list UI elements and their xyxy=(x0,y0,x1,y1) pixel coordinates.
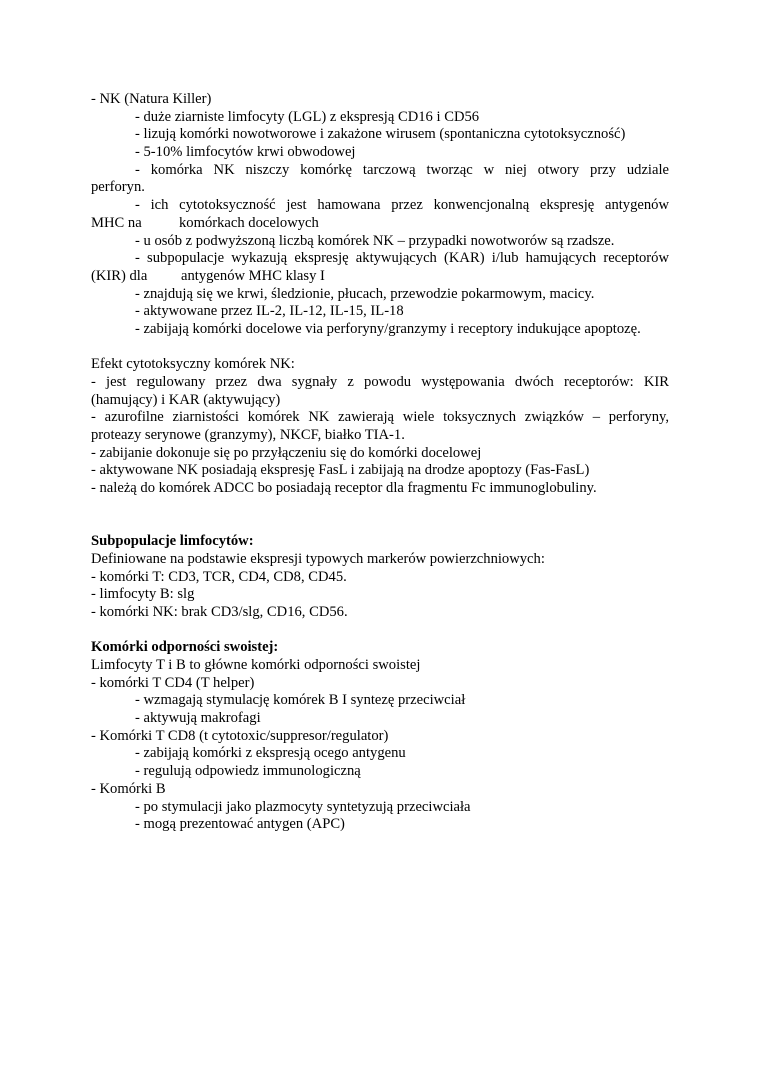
nk-point-4-line-2: perforyn. xyxy=(91,179,145,196)
effect-heading: Efekt cytotoksyczny komórek NK: xyxy=(91,356,295,373)
specific-point-b: - Komórki B xyxy=(91,780,166,797)
nk-point-4-line-1: - komórka NK niszczy komórkę tarczową tworząc w niej otwory przy udziale xyxy=(135,161,669,178)
nk-point-5-line-1: - ich cytotoksyczność jest hamowana przez konwencjonalną ekspresję antygenów xyxy=(135,197,669,214)
subpop-intro: Definiowane na podstawie ekspresji typowych markerów powierzchniowych: xyxy=(91,550,545,567)
specific-cd4-detail-2: - aktywują makrofagi xyxy=(135,710,261,727)
spacer xyxy=(91,498,669,533)
nk-heading: - NK (Natura Killer) xyxy=(91,91,212,107)
specific-b-detail-1: - po stymulacji jako plazmocyty syntetyzują przeciwciała xyxy=(135,798,471,815)
specific-cd4-detail-1: - wzmagają stymulację komórek B I syntezę przeciwciał xyxy=(135,692,466,709)
specific-point-cd8: - Komórki T CD8 (t cytotoxic/suppresor/regulator) xyxy=(91,727,389,744)
spacer xyxy=(91,622,669,640)
effect-point-1-line-1: - jest regulowany przez dwa sygnały z powodu występowania dwóch receptorów: KIR xyxy=(91,374,669,390)
nk-point-7-line-2-part-1: (KIR) dla xyxy=(91,267,148,284)
subpop-point-2: - limfocyty B: slg xyxy=(91,586,195,603)
nk-point-5-line-2-part-2: komórkach docelowych xyxy=(179,214,319,231)
nk-point-9: - aktywowane przez IL-2, IL-12, IL-15, IL-18 xyxy=(135,303,404,320)
nk-point-1: - duże ziarniste limfocyty (LGL) z ekspresją CD16 i CD56 xyxy=(135,108,480,125)
specific-cd8-detail-2: - regulują odpowiedz immunologiczną xyxy=(135,763,361,780)
subpop-point-1: - komórki T: CD3, TCR, CD4, CD8, CD45. xyxy=(91,568,347,585)
nk-point-2: - lizują komórki nowotworowe i zakażone wirusem (spontaniczna cytotoksyczność) xyxy=(135,126,626,143)
document-body xyxy=(91,91,669,834)
subpop-heading: Subpopulacje limfocytów: xyxy=(91,533,254,550)
nk-point-8: - znajdują się we krwi, śledzionie, płucach, przewodzie pokarmowym, macicy. xyxy=(135,285,595,302)
nk-point-7-line-2-part-2: antygenów MHC klasy I xyxy=(181,267,325,284)
nk-point-6: - u osób z podwyższoną liczbą komórek NK – przypadki nowotworów są rzadsze. xyxy=(135,232,615,249)
effect-point-3: - zabijanie dokonuje się po przyłączeniu się do komórki docelowej xyxy=(91,444,482,461)
nk-point-5-line-2-part-1: MHC na xyxy=(91,214,142,231)
effect-point-2-line-2: proteazy serynowe (granzymy), NKCF, białko TIA-1. xyxy=(91,427,405,444)
nk-point-7-line-2 xyxy=(91,268,669,286)
specific-intro: Limfocyty T i B to główne komórki odporności swoistej xyxy=(91,657,421,674)
subpop-point-3: - komórki NK: brak CD3/slg, CD16, CD56. xyxy=(91,603,348,620)
nk-point-10: - zabijają komórki docelowe via perforyny/granzymy i receptory indukujące apoptozę. xyxy=(135,320,641,337)
nk-point-3: - 5-10% limfocytów krwi obwodowej xyxy=(135,144,356,161)
effect-point-4: - aktywowane NK posiadają ekspresję FasL i zabijają na drodze apoptozy (Fas-FasL) xyxy=(91,462,590,479)
specific-point-cd4: - komórki T CD4 (T helper) xyxy=(91,674,255,691)
effect-point-1-line-2: (hamujący) i KAR (aktywujący) xyxy=(91,391,281,408)
nk-point-5-line-2 xyxy=(91,215,669,233)
specific-heading: Komórki odporności swoistej: xyxy=(91,639,279,656)
spacer xyxy=(91,339,669,357)
specific-cd8-detail-1: - zabijają komórki z ekspresją ocego antygenu xyxy=(135,745,406,762)
nk-point-7-line-1: - subpopulacje wykazują ekspresję aktywujących (KAR) i/lub hamujących receptorów xyxy=(135,250,669,267)
effect-point-2-line-1: - azurofilne ziarnistości komórek NK zawierają wiele toksycznych związków – perforyny, xyxy=(91,409,669,426)
specific-b-detail-2: - mogą prezentować antygen (APC) xyxy=(135,816,345,833)
effect-point-5: - należą do komórek ADCC bo posiadają receptor dla fragmentu Fc immunoglobuliny. xyxy=(91,480,597,497)
